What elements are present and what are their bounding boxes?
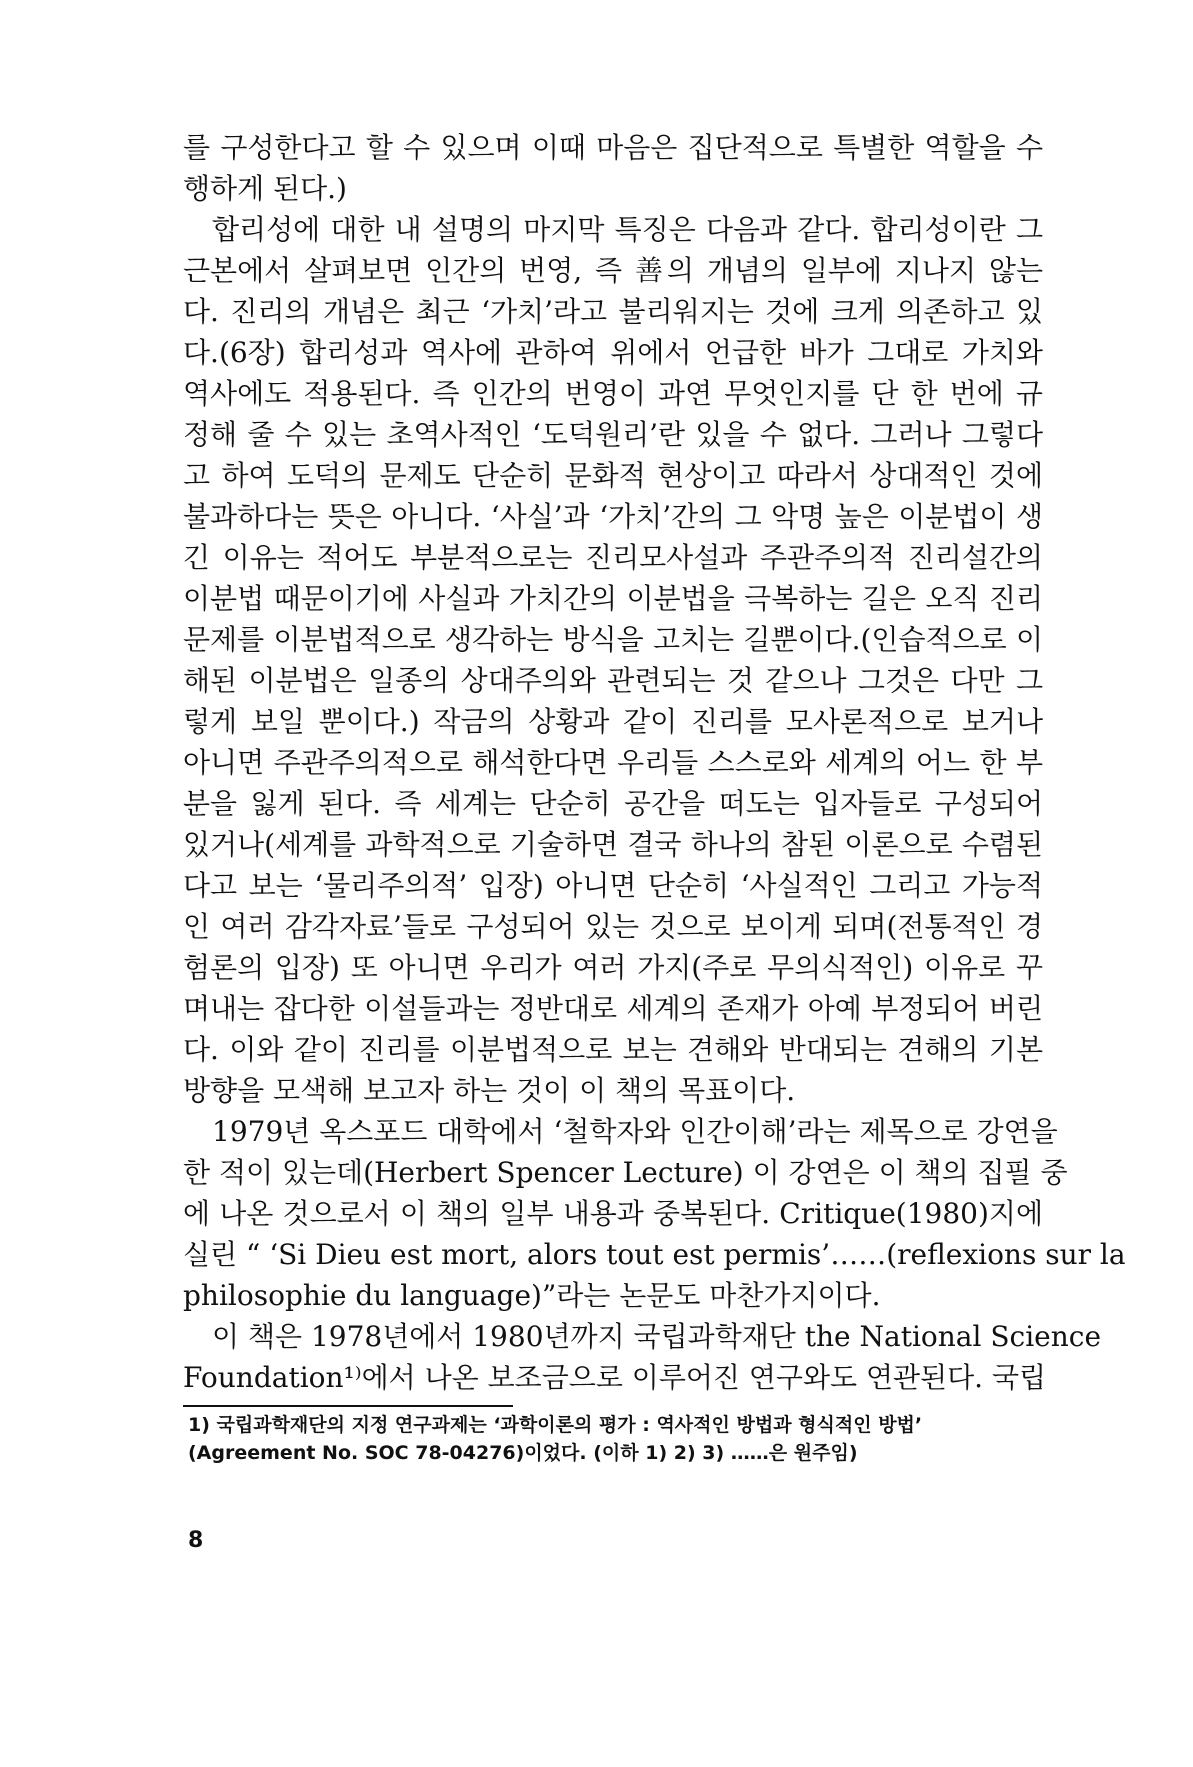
text-line: 험론의 입장) 또 아니면 우리가 여러 가지(주로 무의식적인) 이유로 꾸: [183, 951, 1043, 984]
text-line: 며내는 잡다한 이설들과는 정반대로 세계의 존재가 아예 부정되어 버린: [183, 992, 1043, 1025]
text-line: 1979년 옥스포드 대학에서 ‘철학자와 인간이해’라는 제목으로 강연을: [212, 1115, 1058, 1148]
text-line: 근본에서 살펴보면 인간의 번영, 즉 善의 개념의 일부에 지나지 않는: [183, 254, 1043, 287]
page-number: 8: [188, 1528, 204, 1553]
text-line: 에 나온 것으로서 이 책의 일부 내용과 중복된다. Critique(1980)지에: [183, 1197, 1043, 1230]
text-line: 이분법 때문이기에 사실과 가치간의 이분법을 극복하는 길은 오직 진리: [183, 582, 1043, 615]
text-line: 다고 보는 ‘물리주의적’ 입장) 아니면 단순히 ‘사실적인 그리고 가능적: [183, 869, 1043, 902]
footnote-line: 1) 국립과학재단의 지정 연구과제는 ‘과학이론의 평가 : 역사적인 방법과 형식적인 방법’: [188, 1414, 923, 1436]
text-line: 고 하여 도덕의 문제도 단순히 문화적 현상이고 따라서 상대적인 것에: [183, 459, 1043, 492]
text-line: 있거나(세계를 과학적으로 기술하면 결국 하나의 참된 이론으로 수렴된: [183, 828, 1043, 861]
text-line: 합리성에 대한 내 설명의 마지막 특징은 다음과 같다. 합리성이란 그: [212, 213, 1043, 246]
text-line: 아니면 주관주의적으로 해석한다면 우리들 스스로와 세계의 어느 한 부: [183, 746, 1043, 779]
text-line: 인 여러 감각자료’들로 구성되어 있는 것으로 보이게 되며(전통적인 경: [183, 910, 1043, 943]
text-line: Foundation¹⁾에서 나온 보조금으로 이루어진 연구와도 연관된다. 국립: [183, 1361, 1047, 1394]
text-line: 다. 이와 같이 진리를 이분법적으로 보는 견해와 반대되는 견해의 기본: [183, 1033, 1043, 1066]
text-line: 긴 이유는 적어도 부분적으로는 진리모사설과 주관주의적 진리설간의: [183, 541, 1043, 574]
text-line: 다.(6장) 합리성과 역사에 관하여 위에서 언급한 바가 그대로 가치와: [183, 336, 1043, 369]
text-line: 다. 진리의 개념은 최근 ‘가치’라고 불리워지는 것에 크게 의존하고 있: [183, 295, 1043, 328]
text-line: 렇게 보일 뿐이다.) 작금의 상황과 같이 진리를 모사론적으로 보거나: [183, 705, 1043, 738]
text-line: 정해 줄 수 있는 초역사적인 ‘도덕원리’란 있을 수 없다. 그러나 그렇다: [183, 418, 1043, 451]
text-line: 분을 잃게 된다. 즉 세계는 단순히 공간을 떠도는 입자들로 구성되어: [183, 787, 1043, 820]
footnote-divider: [183, 1405, 513, 1407]
text-line: 해된 이분법은 일종의 상대주의와 관련되는 것 같으나 그것은 다만 그: [183, 664, 1043, 697]
text-line: 문제를 이분법적으로 생각하는 방식을 고치는 길뿐이다.(인습적으로 이: [183, 623, 1043, 656]
text-line: 한 적이 있는데(Herbert Spencer Lecture) 이 강연은 이 책의 집필 중: [183, 1156, 1068, 1189]
text-line: 역사에도 적용된다. 즉 인간의 번영이 과연 무엇인지를 단 한 번에 규: [183, 377, 1043, 410]
text-line: 행하게 된다.): [183, 172, 347, 205]
text-line: 를 구성한다고 할 수 있으며 이때 마음은 집단적으로 특별한 역할을 수: [183, 131, 1043, 164]
footnote-line: (Agreement No. SOC 78-04276)이었다. (이하 1) 2) 3) ……은 원주임): [188, 1442, 858, 1464]
text-line: 방향을 모색해 보고자 하는 것이 이 책의 목표이다.: [183, 1074, 796, 1107]
text-line: philosophie du language)”라는 논문도 마찬가지이다.: [183, 1279, 881, 1312]
text-line: 실린 “ ‘Si Dieu est mort, alors tout est permis’……(reflexions sur la: [183, 1238, 1126, 1271]
text-line: 이 책은 1978년에서 1980년까지 국립과학재단 the National Science: [212, 1320, 1102, 1353]
text-line: 불과하다는 뜻은 아니다. ‘사실’과 ‘가치’간의 그 악명 높은 이분법이 생: [183, 500, 1043, 533]
